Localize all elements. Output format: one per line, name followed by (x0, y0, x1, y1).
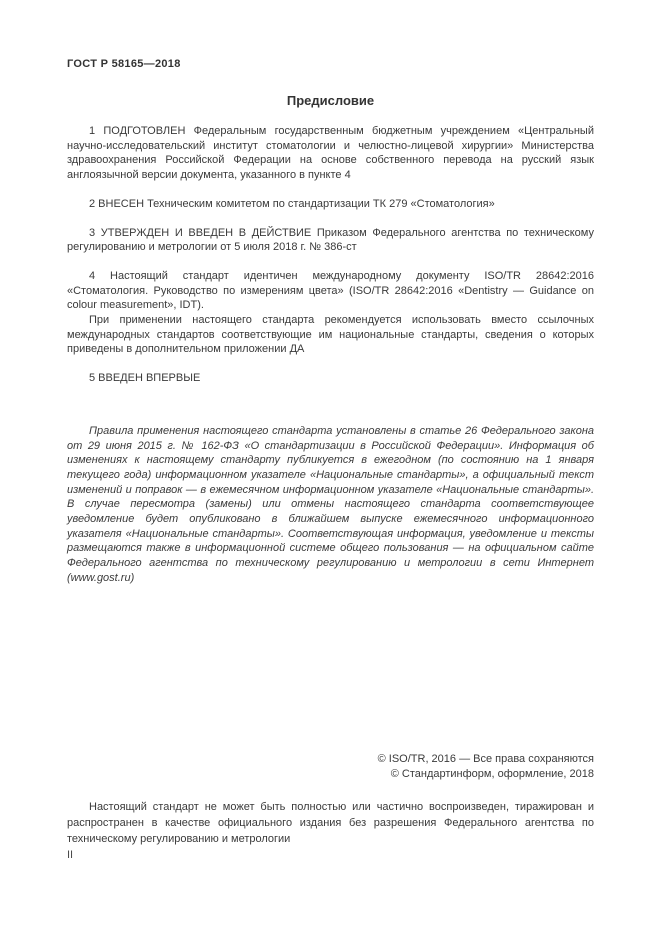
foreword-item-2: 2 ВНЕСЕН Техническим комитетом по стандартизации ТК 279 «Стоматология» (89, 197, 495, 210)
copyright-block (67, 752, 594, 782)
foreword-item-1: 1 ПОДГОТОВЛЕН Федеральным государственным бюджетным учреждением «Центральный научно-исследовательский институт стоматологии и челюстно-лицевой хирургии» Министерства здравоохранения Российской Федерации на основе собственного перевода на русский язык англоязычной версии документа, указанного в пункте 4 (67, 125, 594, 182)
foreword-item-4-note: При применении настоящего стандарта рекомендуется использовать вместо ссылочных международных стандартов соответствующие им национальные стандарты, сведения о которых приведены в дополнительном приложении ДА (67, 314, 594, 356)
legal-notice: Правила применения настоящего стандарта установлены в статье 26 Федерального закона от 29 июня 2015 г. № 162-ФЗ «О стандартизации в Российской Федерации». Информация об изменениях к настоящему стандарту публикуется в ежегодном (по состоянию на 1 января текущего года) информационном указателе «Национальные стандарты», а официальный текст изменений и поправок — в ежемесячном информационном указателе «Национальные стандарты». В случае пересмотра (замены) или отмены настоящего стандарта соответствующее уведомление будет опубликовано в ближайшем выпуске ежемесячного информационного указателя «Национальные стандарты». Соответствующая информация, уведомление и тексты размещаются также в информационной системе общего пользования — на официальном сайте Федерального агентства по техническому регулированию и метрологии в сети Интернет (www.gost.ru) (67, 424, 594, 584)
reproduction-notice: Настоящий стандарт не может быть полностью или частично воспроизведен, тиражирован и распространен в качестве официального издания без разрешения Федерального агентства по техническому регулированию и метрологии (67, 801, 594, 845)
section-title: Предисловие (286, 93, 375, 108)
foreword-item-5: 5 ВВЕДЕН ВПЕРВЫЕ (89, 372, 201, 385)
foreword-item-3: 3 УТВЕРЖДЕН И ВВЕДЕН В ДЕЙСТВИЕ Приказом Федерального агентства по техническому регулированию и метрологии от 5 июля 2018 г. № 386-ст (67, 226, 594, 254)
page-footer (67, 752, 594, 861)
page-number: II (67, 849, 74, 861)
foreword-item-4: 4 Настоящий стандарт идентичен международному документу ISO/TR 28642:2016 «Стоматология. Руководство по измерениям цвета» (ISO/TR 28642:2016 «Dentistry — Guidance on colour measurement», IDT). (67, 269, 594, 312)
doc-code: ГОСТ Р 58165—2018 (67, 58, 181, 70)
page-content (67, 58, 594, 586)
copyright-iso: © ISO/TR, 2016 — Все права сохраняются (377, 753, 594, 765)
foreword-body (67, 124, 594, 586)
copyright-standartinform: © Стандартинформ, оформление, 2018 (390, 768, 594, 780)
